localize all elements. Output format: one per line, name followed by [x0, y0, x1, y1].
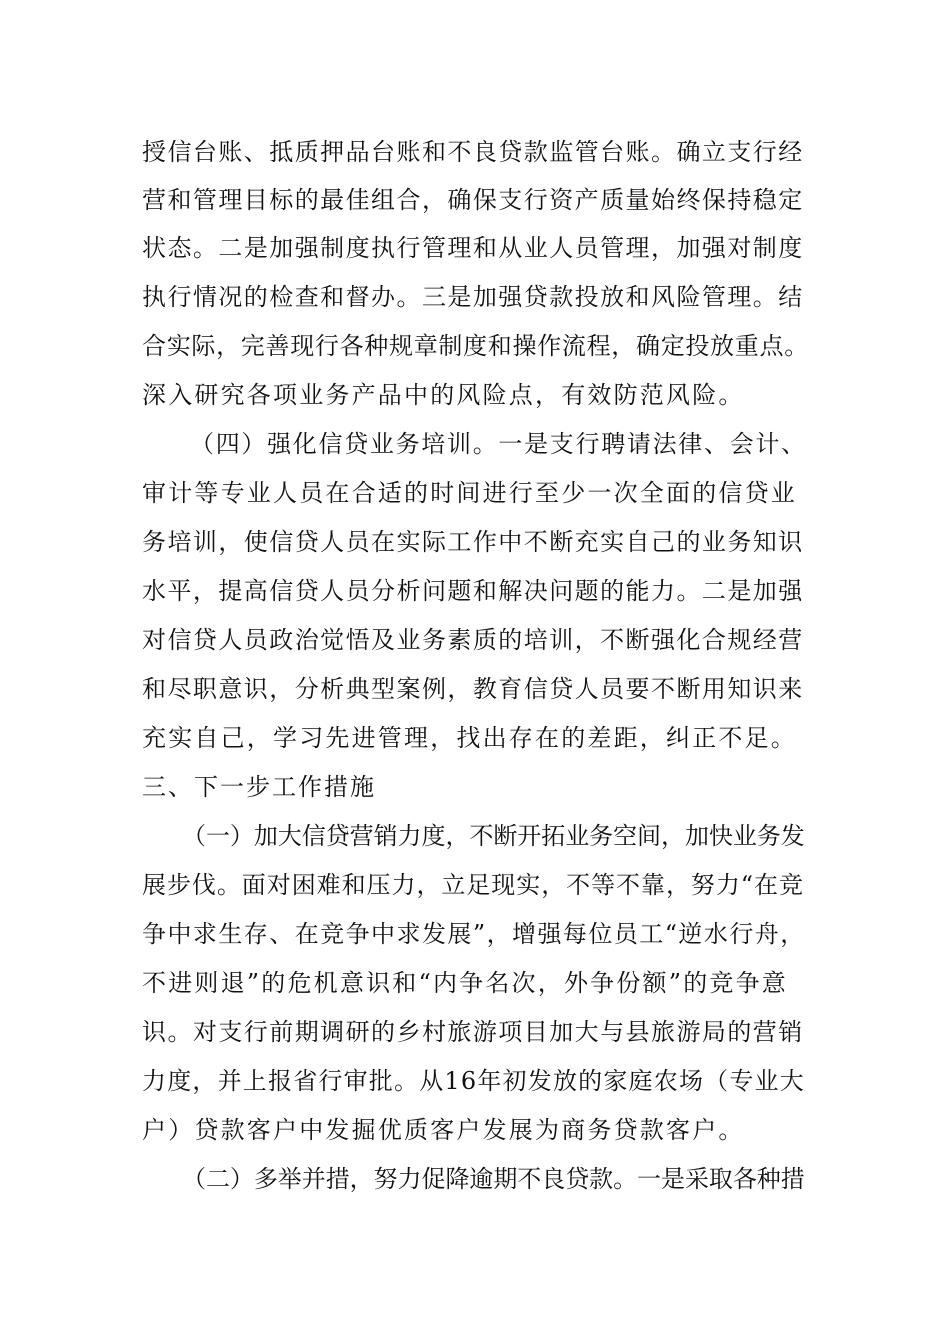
text-line: 审计等专业人员在合适的时间进行至少一次全面的信贷业 [142, 479, 797, 507]
text-line: 授信台账、抵质押品台账和不良贷款监管台账。确立支行经 [142, 138, 804, 166]
paragraph-heading-line: （四）强化信贷业务培训。一是支行聘请法律、会计、 [190, 430, 807, 458]
text-line: 营和管理目标的最佳组合，确保支行资产质量始终保持稳定 [142, 186, 804, 214]
text-line: 不进则退”的危机意识和“内争名次，外争份额”的竞争意 [142, 969, 789, 997]
paragraph-heading-line: （一）加大信贷营销力度，不断开拓业务空间，加快业务发 [182, 822, 805, 850]
text-line: 和尽职意识，分析典型案例，教育信贷人员要不断用知识来 [142, 675, 804, 703]
text-line: 执行情况的检查和督办。三是加强贷款投放和风险管理。结 [142, 283, 804, 311]
text-line: 水平，提高信贷人员分析问题和解决问题的能力。二是加强 [142, 577, 804, 605]
text-line: 户）贷款客户中发掘优质客户发展为商务贷款客户。 [142, 1116, 745, 1144]
section-heading: 三、下一步工作措施 [142, 773, 376, 801]
text-line: 展步伐。面对困难和压力，立足现实，不等不靠，努力“在竞 [142, 871, 804, 899]
text-line: 状态。二是加强制度执行管理和从业人员管理，加强对制度 [142, 234, 804, 262]
text-line: 争中求生存、在竞争中求发展”，增强每位员工“逆水行舟， [142, 920, 806, 948]
text-line: 识。对支行前期调研的乡村旅游项目加大与县旅游局的营销 [142, 1018, 804, 1046]
text-line: 合实际，完善现行各种规章制度和操作流程，确定投放重点。 [142, 332, 809, 360]
text-line: 力度，并上报省行审批。从16年初发放的家庭农场（专业大 [142, 1067, 805, 1095]
text-line: 对信贷人员政治觉悟及业务素质的培训，不断强化合规经营 [142, 626, 804, 654]
text-line: 充实自己，学习先进管理，找出存在的差距，纠正不足。 [142, 724, 797, 752]
text-line: 务培训，使信贷人员在实际工作中不断充实自己的业务知识 [142, 528, 804, 556]
paragraph-heading-line: （二）多举并措，努力促降逾期不良贷款。一是采取各种措 [182, 1165, 805, 1193]
text-line: 深入研究各项业务产品中的风险点，有效防范风险。 [142, 381, 745, 409]
